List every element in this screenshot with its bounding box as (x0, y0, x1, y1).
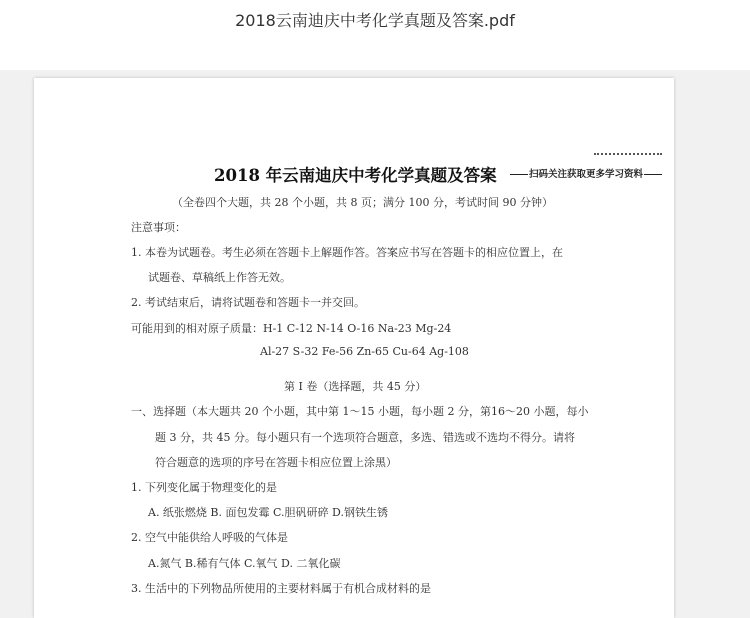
document-title: 2018 年云南迪庆中考化学真题及答案 (214, 166, 497, 185)
part1-instructions-line-1: 一、选择题（本大题共 20 个小题，其中第 1～15 小题，每小题 2 分，第16～20 小题，每小 (131, 405, 589, 418)
notice-1-line-2: 试题卷、草稿纸上作答无效。 (148, 271, 291, 284)
notice-heading: 注意事项： (131, 221, 186, 234)
qr-corner-mark (594, 153, 662, 158)
notice-2: 2. 考试结束后，请将试题卷和答题卡一并交回。 (131, 296, 365, 309)
scan-note-text: 扫码关注获取更多学习资料 (529, 169, 644, 180)
section-title: 第 I 卷（选择题，共 45 分） (284, 380, 427, 393)
question-1: 1. 下列变化属于物理变化的是 (131, 481, 277, 494)
scan-note (509, 166, 663, 180)
atomic-mass-line-2: Al-27 S-32 Fe-56 Zn-65 Cu-64 Ag-108 (260, 345, 469, 358)
viewer-header (0, 0, 750, 70)
question-3: 3. 生活中的下列物品所使用的主要材料属于有机合成材料的是 (131, 582, 431, 595)
question-2-options: A.氮气 B.稀有气体 C.氧气 D. 二氧化碳 (148, 557, 341, 570)
notice-1-line-1: 1. 本卷为试题卷。考生必须在答题卡上解题作答。答案应书写在答题卡的相应位置上，在 (131, 246, 563, 259)
exam-subtitle: （全卷四个大题，共 28 个小题，共 8 页；满分 100 分，考试时间 90 分钟） (172, 196, 553, 209)
part1-instructions-line-2: 题 3 分，共 45 分。每小题只有一个选项符合题意，多选、错选或不选均不得分。请将 (155, 431, 575, 444)
question-1-options: A. 纸张燃烧 B. 面包发霉 C.胆矾研碎 D.钢铁生锈 (148, 506, 388, 519)
file-title: 2018云南迪庆中考化学真题及答案.pdf (235, 11, 515, 30)
pdf-page (34, 78, 674, 618)
question-2: 2. 空气中能供给人呼吸的气体是 (131, 531, 288, 544)
atomic-mass-line-1: 可能用到的相对原子质量：H-1 C-12 N-14 O-16 Na-23 Mg-24 (131, 322, 452, 335)
part1-instructions-line-3: 符合题意的选项的序号在答题卡相应位置上涂黑） (155, 456, 397, 469)
